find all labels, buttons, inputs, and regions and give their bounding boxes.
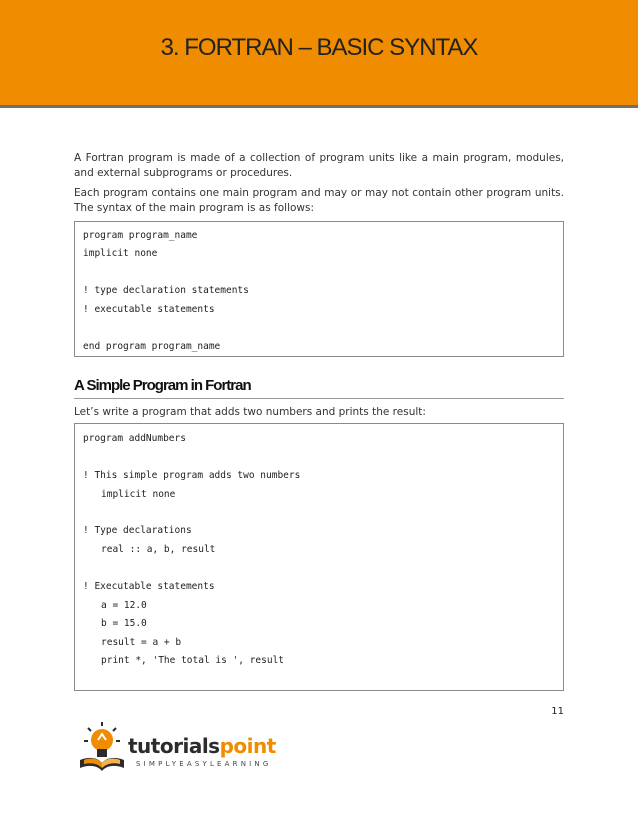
code-line: implicit none <box>83 248 158 259</box>
intro-paragraph-1-text: A Fortran program is made of a collection of program units like a main program, modules, and external subprograms or procedures. <box>74 152 564 179</box>
logo-wordmark-part1: tutorials <box>128 734 220 758</box>
tutorialspoint-logo <box>76 716 276 778</box>
code-line: implicit none <box>101 489 176 500</box>
intro-paragraph-2-text: Each program contains one main program and may or may not contain other program units. The syntax of the main program is as follows: <box>74 187 564 214</box>
code-block-add-numbers <box>74 423 564 691</box>
intro-paragraph-2 <box>74 186 564 216</box>
code-line: ! This simple program adds two numbers <box>83 470 301 481</box>
code-line: program program_name <box>83 230 198 241</box>
section-paragraph <box>74 405 564 420</box>
logo-wordmark-part2: point <box>219 734 276 758</box>
code-line: end program program_name <box>83 341 221 352</box>
code-line: ! Type declarations <box>83 525 192 536</box>
code-line: ! type declaration statements <box>83 285 249 296</box>
code-line: ! Executable statements <box>83 581 215 592</box>
code-line: real :: a, b, result <box>101 544 216 555</box>
code-block-main-syntax <box>74 221 564 357</box>
lightbulb-book-icon <box>76 716 128 778</box>
section-heading: A Simple Program in Fortran <box>74 377 564 399</box>
logo-wordmark <box>128 734 276 758</box>
code-line: b = 15.0 <box>101 618 147 629</box>
code-line: a = 12.0 <box>101 600 147 611</box>
chapter-title: 3. FORTRAN – BASIC SYNTAX <box>160 34 478 61</box>
code-line: ! executable statements <box>83 304 215 315</box>
chapter-banner <box>0 0 638 108</box>
code-line: print *, 'The total is ', result <box>101 655 285 666</box>
logo-tagline: SIMPLYEASYLEARNING <box>136 760 272 768</box>
page-number: 11 <box>551 706 564 717</box>
intro-paragraph-1 <box>74 151 564 181</box>
code-line: result = a + b <box>101 637 182 648</box>
section-paragraph-text: Let’s write a program that adds two numbers and prints the result: <box>74 406 426 418</box>
code-line: program addNumbers <box>83 433 186 444</box>
